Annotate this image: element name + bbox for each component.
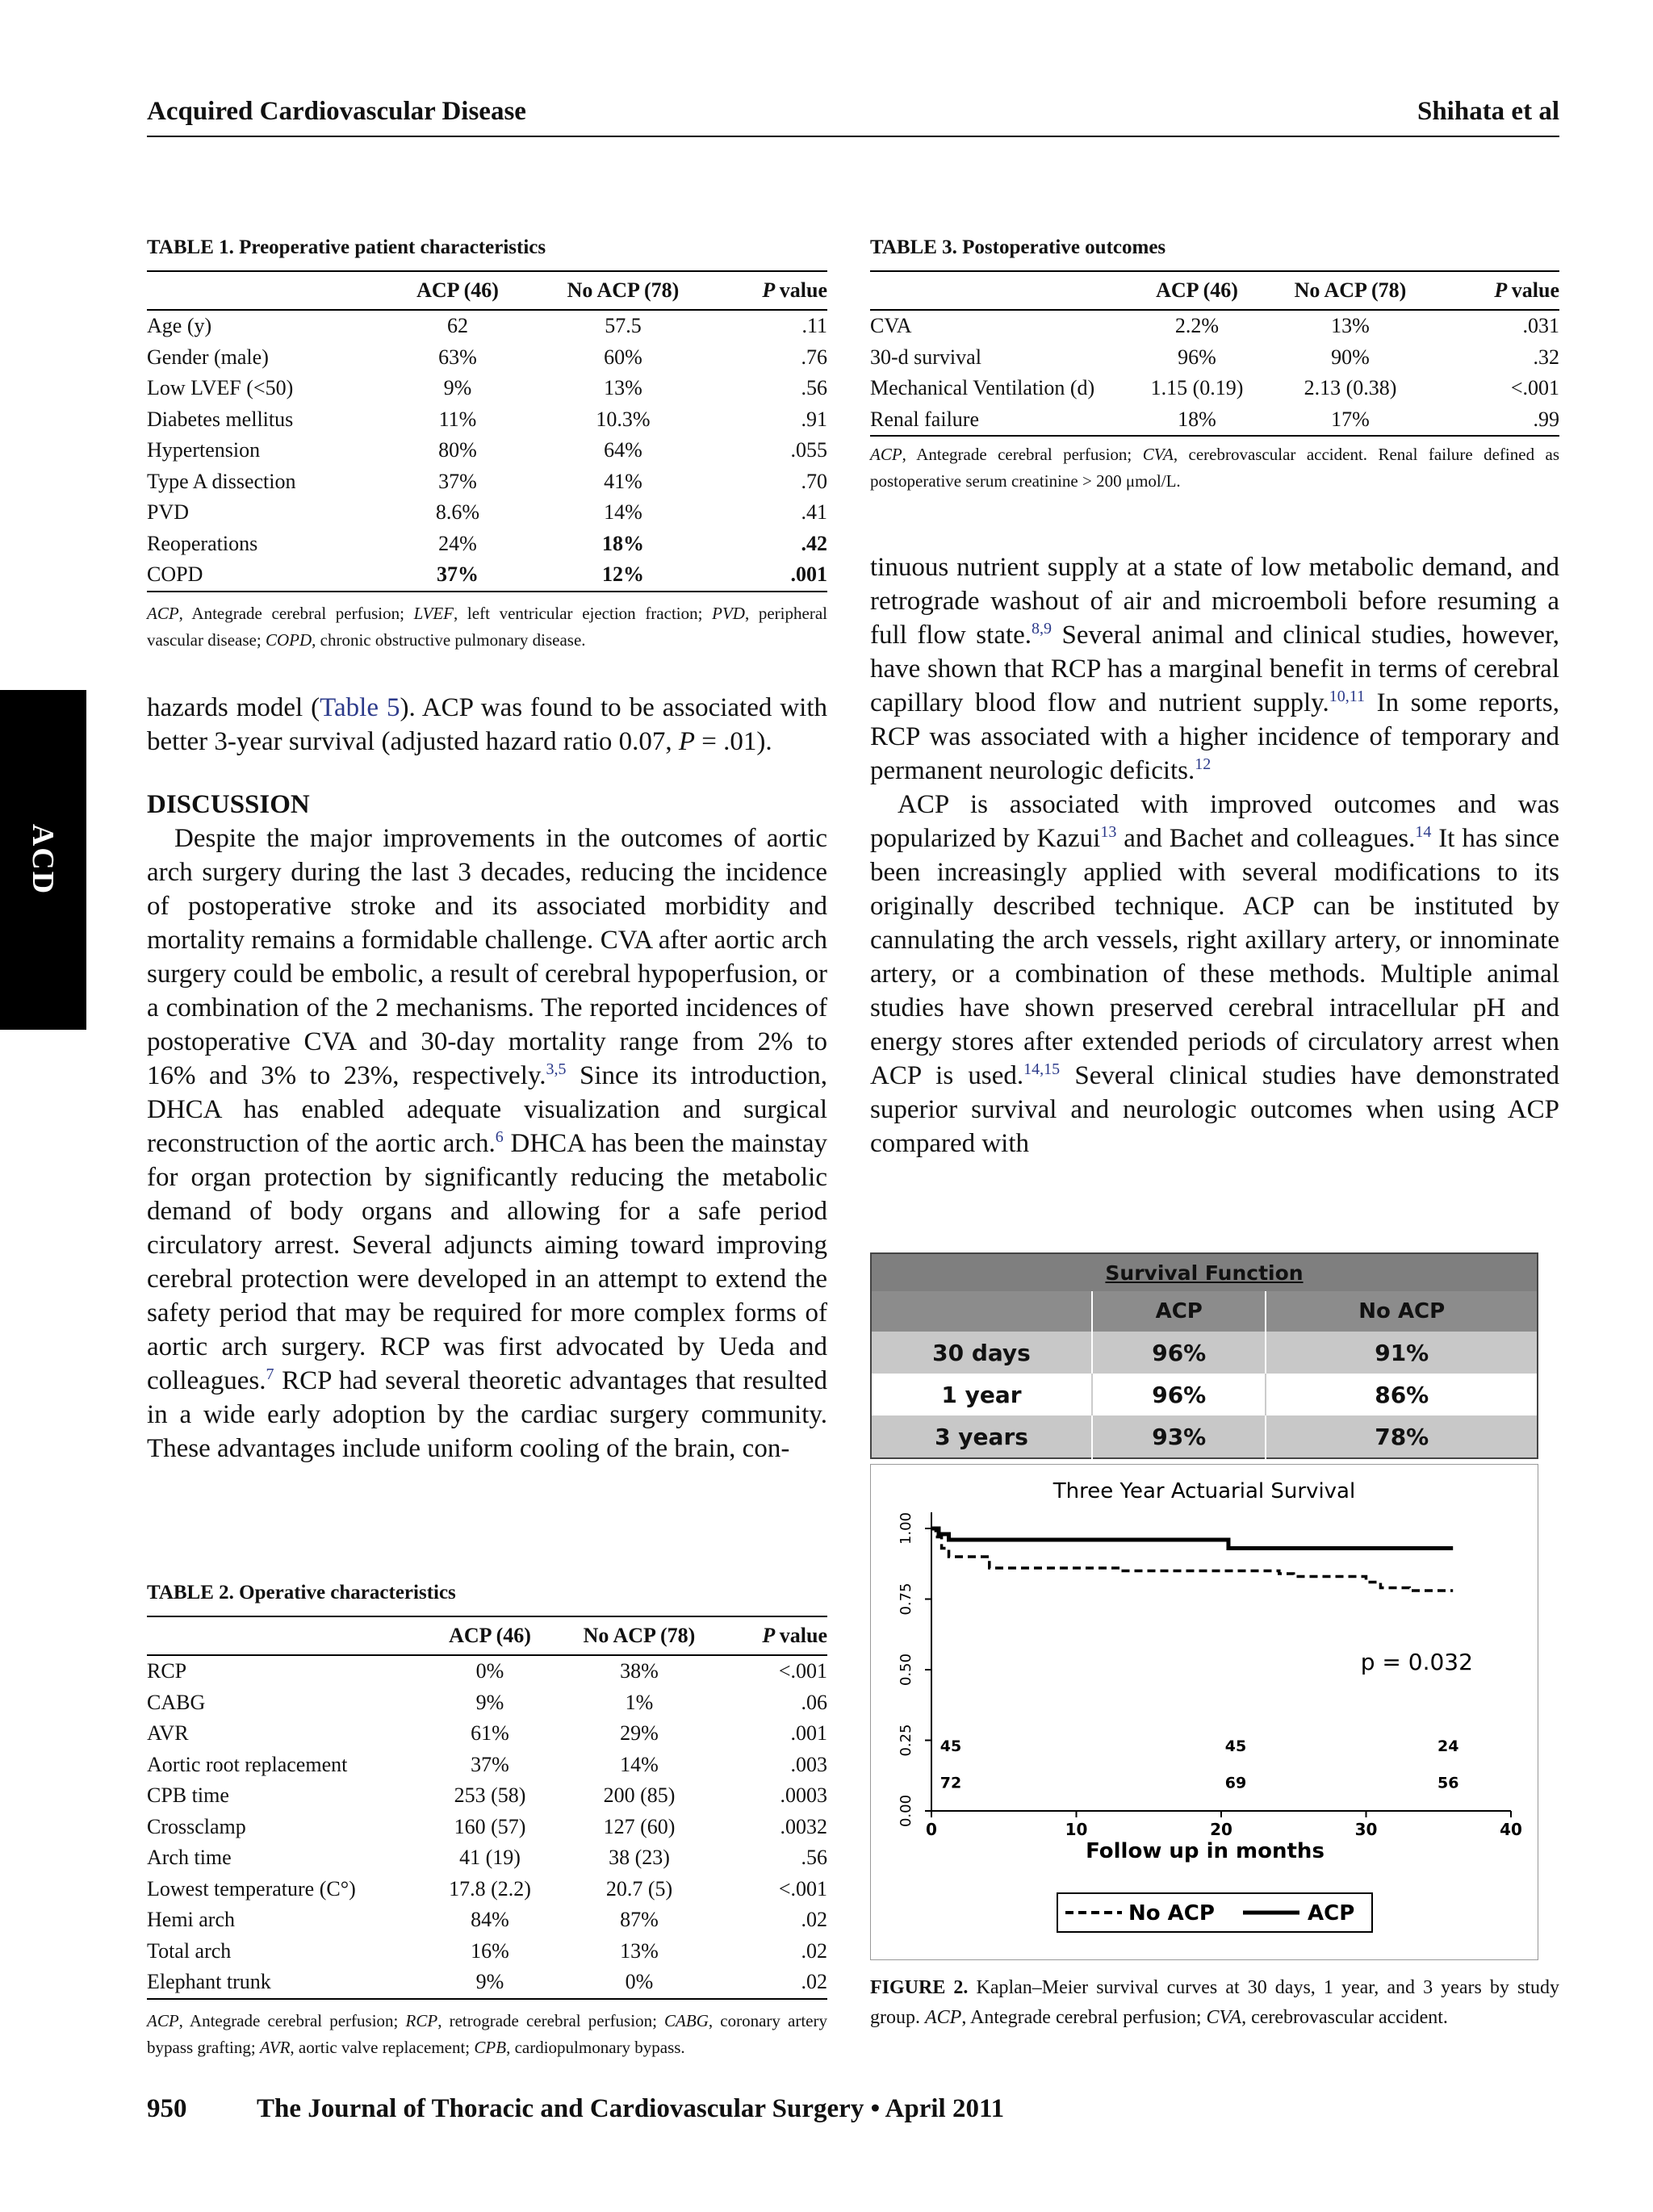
table2-fn-def: , aortic valve replacement; — [290, 2038, 475, 2057]
table3-row — [870, 404, 1559, 437]
table2-row — [147, 1655, 827, 1687]
table2-cell-label: AVR — [147, 1721, 189, 1745]
table2-cell: 20.7 (5) — [605, 1876, 673, 1900]
x-tick-label: 40 — [1500, 1820, 1522, 1839]
table1-fn-def: , peripheral vascular disease; — [147, 604, 827, 650]
table1-cell: .055 — [790, 438, 827, 462]
table2-header-pvalue: P value — [762, 1624, 827, 1647]
figure-caption-text: , Antegrade cerebral perfusion; — [961, 2007, 1207, 2028]
hazards-text: ). ACP was found to be associated with better 3-year survival (adjusted hazard ratio 0.07, — [147, 693, 827, 756]
header-rule — [147, 136, 1559, 137]
table1-header-acp: ACP (46) — [416, 278, 499, 302]
survival-cell: 78% — [1266, 1415, 1538, 1458]
table2-row — [147, 1718, 827, 1750]
table1-header-pvalue-word: value — [779, 278, 827, 302]
table1-row — [147, 342, 827, 374]
km-survival-chart — [870, 1464, 1538, 1960]
table3-footnote — [870, 441, 1559, 495]
table1-row — [147, 310, 827, 342]
table1-row — [147, 497, 827, 529]
figure-caption-abbr: CVA — [1206, 2007, 1242, 2028]
table3-header-acp: ACP (46) — [1156, 278, 1238, 302]
x-tick-label: 30 — [1354, 1820, 1378, 1839]
rcp-citation: 8,9 — [1032, 620, 1052, 638]
table2-header-noacp: No ACP (78) — [583, 1624, 696, 1647]
table2-cell: .56 — [801, 1846, 827, 1869]
acp-text: Several clinical studies have demonstrated superior survival and neurologic outcomes when using ACP compared with — [870, 1061, 1559, 1158]
survival-cell: 93% — [1092, 1415, 1266, 1458]
at-risk-acp: 45 — [939, 1737, 962, 1755]
table2-fn-abbr: AVR — [259, 2038, 291, 2057]
hazards-text: = .01). — [695, 727, 772, 756]
table3-cell: .32 — [1533, 345, 1559, 369]
table2-cell: 13% — [620, 1938, 659, 1963]
table1-cell-label: Gender (male) — [147, 345, 269, 369]
acp-text: It has since been increasingly applied with several modifications to its originally described technique. ACP can be instituted by cannulating the arch vessels, right axillary artery, or innominate artery, or a combination of these methods. Multiple animal studies have shown preserved cerebral intracellular pH and energy stores after extended periods of circulatory arrest when ACP is used. — [870, 824, 1560, 1090]
table5-link: Table 5 — [320, 693, 400, 722]
table3 — [870, 270, 1559, 437]
paragraph-acp — [870, 788, 1559, 1160]
figure-2 — [870, 1252, 1538, 1960]
table2-fn-def: , retrograde cerebral perfusion; — [437, 2011, 665, 2030]
discussion-heading: DISCUSSION — [147, 790, 310, 819]
y-tick-label: 0.25 — [898, 1724, 914, 1757]
y-tick-label: 0.50 — [898, 1653, 914, 1687]
table1-cell: 11% — [438, 407, 477, 431]
figure-caption-abbr: ACP — [925, 2007, 962, 2028]
table1-cell: .41 — [801, 500, 827, 524]
table1-cell: 12% — [602, 562, 644, 586]
table1-row — [147, 435, 827, 466]
table3-cell: 90% — [1331, 345, 1370, 369]
discussion-citation: 7 — [266, 1365, 274, 1383]
table3-cell-label: Mechanical Ventilation (d) — [870, 376, 1095, 399]
table1-row — [147, 466, 827, 498]
table1-cell-label: Hypertension — [147, 438, 261, 462]
table2-cell: 41 (19) — [459, 1846, 521, 1869]
table1-cell-label: Low LVEF (<50) — [147, 376, 294, 399]
survival-cell: 86% — [1266, 1374, 1538, 1415]
table3-fn-def: , cerebrovascular accident. Renal failure defined as postoperative serum creatinine > 200 μmol/L. — [870, 445, 1559, 491]
table3-header-row — [870, 271, 1559, 310]
table1-fn-def: , chronic obstructive pulmonary disease. — [312, 630, 586, 650]
table1-cell: .91 — [801, 407, 827, 431]
running-header-right: Shihata et al — [1417, 97, 1559, 126]
table1-header-pvalue: P value — [762, 278, 827, 302]
acp-citation: 14,15 — [1023, 1060, 1061, 1078]
table2-cell: <.001 — [778, 1876, 827, 1900]
running-header-left: Acquired Cardiovascular Disease — [147, 97, 526, 126]
table2-cell: 61% — [471, 1721, 509, 1745]
survival-cell: 91% — [1266, 1332, 1538, 1374]
table2-fn-abbr: CABG — [664, 2011, 709, 2030]
table3-cell-label: CVA — [870, 314, 912, 337]
survival-row-label: 1 year — [871, 1374, 1092, 1415]
table2-row — [147, 1750, 827, 1781]
table2-cell: .02 — [801, 1970, 827, 1993]
table2-header-acp: ACP (46) — [449, 1624, 531, 1647]
table1-cell-label: Type A dissection — [147, 469, 296, 493]
table1-cell-label: Reoperations — [147, 531, 258, 555]
discussion-text: Since its introduction, DHCA has enabled adequate visualization and surgical reconstruction of the aortic arch. — [147, 1061, 827, 1158]
table2-cell-label: Elephant trunk — [147, 1970, 271, 1993]
table3-cell: 13% — [1331, 314, 1370, 337]
table1-cell: .001 — [790, 562, 827, 586]
table2-cell-label: Arch time — [147, 1846, 232, 1869]
table1-row — [147, 404, 827, 436]
table1-cell: 60% — [604, 345, 642, 369]
table1-fn-def: , Antegrade cerebral perfusion; — [178, 604, 414, 623]
paragraph-discussion — [147, 822, 827, 1466]
right-column-text — [870, 550, 1559, 1160]
table3-row — [870, 373, 1559, 404]
at-risk-noacp: 72 — [939, 1774, 962, 1792]
survival-header-blank — [871, 1291, 1092, 1332]
y-tick-label: 0.75 — [898, 1583, 914, 1616]
p-value-annotation: p = 0.032 — [1360, 1649, 1473, 1675]
table1-cell: 18% — [602, 531, 644, 555]
table3-fn-def: , Antegrade cerebral perfusion; — [902, 445, 1143, 464]
table1-header-blank — [147, 271, 389, 310]
figure-caption-text: , cerebrovascular accident. — [1241, 2007, 1448, 2028]
table2-cell: 38 (23) — [609, 1846, 670, 1869]
paragraph-rcp — [870, 550, 1559, 788]
table2 — [147, 1616, 827, 2000]
survival-function-table — [870, 1252, 1538, 1459]
rcp-citation: 10,11 — [1329, 688, 1366, 705]
table2-cell: 37% — [471, 1752, 509, 1776]
table2-fn-abbr: ACP — [147, 2011, 179, 2030]
p-symbol: P — [678, 727, 695, 756]
survival-cell: 96% — [1092, 1374, 1266, 1415]
table3-row — [870, 342, 1559, 374]
table3-cell: <.001 — [1510, 376, 1559, 399]
table2-row — [147, 1905, 827, 1936]
table1-cell: 8.6% — [435, 500, 480, 524]
table2-row — [147, 1780, 827, 1812]
table1-cell-label: COPD — [147, 562, 203, 586]
footer-journal: The Journal of Thoracic and Cardiovascular Surgery • April 2011 — [257, 2094, 1005, 2123]
table2-row — [147, 1812, 827, 1843]
hazards-text: hazards model ( — [147, 693, 320, 722]
acp-citation: 13 — [1100, 823, 1117, 841]
table1-cell: .11 — [801, 314, 827, 337]
table2-fn-def: , cardiopulmonary bypass. — [506, 2038, 685, 2057]
table2-header-blank — [147, 1616, 421, 1655]
table2-fn-abbr: RCP — [405, 2011, 438, 2030]
survival-cell: 96% — [1092, 1332, 1266, 1374]
x-tick-label: 0 — [926, 1820, 937, 1839]
table1-fn-def: , left ventricular ejection fraction; — [454, 604, 713, 623]
table1-header-noacp: No ACP (78) — [567, 278, 680, 302]
table2-cell: 17.8 (2.2) — [449, 1876, 531, 1900]
left-column-text — [147, 691, 827, 1466]
at-risk-noacp: 56 — [1437, 1774, 1459, 1792]
table3-cell-label: 30-d survival — [870, 345, 981, 369]
x-tick-label: 20 — [1210, 1820, 1232, 1839]
survival-row-label: 3 years — [871, 1415, 1092, 1458]
table2-cell: .001 — [790, 1721, 827, 1745]
paragraph-hazards — [147, 691, 827, 759]
legend-label-noacp: No ACP — [1128, 1901, 1215, 1926]
table2-cell: .0003 — [780, 1783, 827, 1807]
footer-page-number: 950 — [147, 2094, 187, 2123]
figure-caption-text: Kaplan–Meier survival curves at 30 days, 1 year, and 3 years by study group. — [870, 1977, 1559, 2028]
table1-fn-abbr: ACP — [147, 604, 179, 623]
table1-cell: 62 — [447, 314, 468, 337]
table2-header-row — [147, 1616, 827, 1655]
table2-cell: 87% — [620, 1908, 659, 1931]
table1-cell: 37% — [438, 469, 477, 493]
table2-cell-label: Lowest temperature (C°) — [147, 1876, 356, 1900]
rcp-text: tinuous nutrient supply at a state of low metabolic demand, and retrograde washout of air and microemboli before resuming a full flow state. — [870, 553, 1559, 650]
at-risk-noacp: 69 — [1224, 1774, 1247, 1792]
table1-cell: 80% — [438, 438, 477, 462]
table2-row — [147, 1687, 827, 1719]
table1-cell: 10.3% — [596, 407, 651, 431]
x-tick-label: 10 — [1065, 1820, 1088, 1839]
y-tick-label: 0.00 — [898, 1794, 914, 1828]
rcp-text: Several animal and clinical studies, however, have shown that RCP has a marginal benefit in terms of cerebral capillary blood flow and nutrient supply. — [870, 621, 1559, 717]
table1-cell: .42 — [801, 531, 827, 555]
table1-cell: 57.5 — [605, 314, 642, 337]
table2-cell: 29% — [620, 1721, 659, 1745]
table1-cell: 14% — [604, 500, 642, 524]
table2-row — [147, 1967, 827, 1999]
table2-caption: TABLE 2. Operative characteristics — [147, 1582, 456, 1604]
table2-cell: 84% — [471, 1908, 509, 1931]
chart-title: Three Year Actuarial Survival — [1052, 1479, 1356, 1503]
x-axis-label: Follow up in months — [1086, 1839, 1324, 1863]
table2-cell: 253 (58) — [454, 1783, 526, 1807]
table2-cell: .06 — [801, 1690, 827, 1714]
table1-row — [147, 559, 827, 592]
table2-cell-label: Hemi arch — [147, 1908, 236, 1931]
table2-cell-label: Crossclamp — [147, 1814, 246, 1838]
legend-label-acp: ACP — [1308, 1901, 1355, 1926]
discussion-text: DHCA has been the mainstay for organ protection by significantly reducing the metabolic demand of body organs and allowing for a safe period circulatory arrest. Several adjuncts aiming toward improving cerebral protection were developed in an attempt to extend the safety period that may be required for more complex forms of aortic arch surgery. RCP was first advocated by Ueda and colleagues. — [147, 1129, 827, 1395]
survival-header-noacp: No ACP — [1266, 1291, 1538, 1332]
table3-caption: TABLE 3. Postoperative outcomes — [870, 236, 1166, 258]
discussion-citation: 3,5 — [546, 1060, 567, 1078]
table1-cell: .56 — [801, 376, 827, 399]
table3-header-pvalue-word: value — [1511, 278, 1559, 302]
survival-header-acp: ACP — [1092, 1291, 1266, 1332]
at-risk-acp: 45 — [1224, 1737, 1247, 1755]
table2-cell-label: Total arch — [147, 1938, 232, 1963]
table2-cell-label: RCP — [147, 1659, 187, 1683]
table2-cell: 16% — [471, 1938, 509, 1963]
table2-fn-def: , coronary artery bypass grafting; — [147, 2011, 827, 2057]
at-risk-acp: 24 — [1437, 1737, 1459, 1755]
table2-cell: 0% — [475, 1659, 504, 1683]
table2-cell: .02 — [801, 1908, 827, 1931]
table3-cell: 2.2% — [1174, 314, 1220, 337]
side-tab-label: ACD — [26, 823, 60, 896]
discussion-text: RCP had several theoretic advantages that resulted in a wide early adoption by the cardiac surgery community. These advantages include uniform cooling of the brain, con- — [147, 1366, 827, 1463]
table2-footnote — [147, 2008, 827, 2061]
table2-cell: 160 (57) — [454, 1814, 526, 1838]
acp-text: and Bachet and colleagues. — [1116, 824, 1416, 853]
table2-cell-label: Aortic root replacement — [147, 1752, 348, 1776]
table2-row — [147, 1936, 827, 1967]
table3-fn-abbr: ACP — [870, 445, 902, 464]
survival-table-title: Survival Function — [871, 1253, 1538, 1291]
rcp-citation: 12 — [1195, 755, 1212, 773]
table3-fn-abbr: CVA — [1142, 445, 1174, 464]
table1-cell: 64% — [604, 438, 642, 462]
table1-cell: 41% — [604, 469, 642, 493]
table2-header-pvalue-word: value — [779, 1624, 827, 1647]
table1-cell: 9% — [443, 376, 472, 399]
table2-cell: 0% — [625, 1970, 654, 1993]
table1-cell: .76 — [801, 345, 827, 369]
table3-cell: 17% — [1331, 407, 1370, 431]
table3-cell: 96% — [1178, 345, 1216, 369]
table1-fn-abbr: LVEF — [413, 604, 454, 623]
acp-citation: 14 — [1415, 823, 1432, 841]
table3-cell: 2.13 (0.38) — [1304, 376, 1397, 399]
table1-row — [147, 529, 827, 560]
y-tick-label: 1.00 — [898, 1512, 914, 1545]
table2-cell-label: CPB time — [147, 1783, 229, 1807]
table2-cell: 1% — [625, 1690, 654, 1714]
rcp-text: In some reports, RCP was associated with a higher incidence of temporary and permanent neurologic deficits. — [870, 688, 1559, 785]
table2-cell: .0032 — [780, 1814, 827, 1838]
survival-row-label: 30 days — [871, 1332, 1092, 1374]
discussion-text: Despite the major improvements in the outcomes of aortic arch surgery during the last 3 decades, reducing the incidence of postoperative stroke and its associated morbidity and mortality remains a formidable challenge. CVA after aortic arch surgery could be embolic, a result of cerebral hypoperfusion, or a combination of the 2 mechanisms. The reported incidences of postoperative CVA and 30-day mortality range from 2% to 16% and 3% to 23%, respectively. — [147, 824, 827, 1090]
section-side-tab — [0, 690, 86, 1030]
table1-fn-abbr: COPD — [265, 630, 312, 650]
table1-cell: 13% — [604, 376, 642, 399]
table2-cell: .02 — [801, 1938, 827, 1963]
table1 — [147, 270, 827, 592]
table1-row — [147, 373, 827, 404]
table2-row — [147, 1874, 827, 1905]
table3-header-pvalue: P value — [1494, 278, 1559, 302]
table1-fn-abbr: PVD — [712, 604, 745, 623]
table3-header-blank — [870, 271, 1136, 310]
table1-cell: 37% — [437, 562, 479, 586]
table2-cell: 9% — [475, 1970, 504, 1993]
table1-cell-label: Diabetes mellitus — [147, 407, 294, 431]
acp-text: ACP is associated with improved outcomes and was popularized by Kazui — [870, 790, 1559, 853]
table1-cell-label: PVD — [147, 500, 190, 524]
table3-cell: 1.15 (0.19) — [1150, 376, 1244, 399]
table2-cell: 38% — [620, 1659, 659, 1683]
table2-fn-abbr: CPB — [474, 2038, 507, 2057]
table2-cell: 127 (60) — [603, 1814, 676, 1838]
table3-cell: .99 — [1533, 407, 1559, 431]
discussion-citation: 6 — [495, 1128, 504, 1146]
table1-caption: TABLE 1. Preoperative patient characteristics — [147, 236, 546, 258]
table1-cell: 63% — [438, 345, 477, 369]
table2-cell: 14% — [620, 1752, 659, 1776]
table2-cell: <.001 — [778, 1659, 827, 1683]
table2-row — [147, 1842, 827, 1874]
table2-cell: 9% — [475, 1690, 504, 1714]
table2-fn-def: , Antegrade cerebral perfusion; — [178, 2011, 406, 2030]
table3-cell-label: Renal failure — [870, 407, 979, 431]
figure-caption — [870, 1973, 1559, 2033]
table3-cell: .031 — [1522, 314, 1559, 337]
table1-cell: .70 — [801, 469, 827, 493]
table1-header-row — [147, 271, 827, 310]
figure-caption-label: FIGURE 2. — [870, 1977, 969, 1998]
table2-cell: .003 — [790, 1752, 827, 1776]
table1-cell: 24% — [438, 531, 477, 555]
table3-row — [870, 310, 1559, 342]
table3-cell: 18% — [1178, 407, 1216, 431]
table3-header-noacp: No ACP (78) — [1294, 278, 1407, 302]
table1-footnote — [147, 600, 827, 654]
table1-cell-label: Age (y) — [147, 314, 212, 337]
table2-cell: 200 (85) — [603, 1783, 676, 1807]
table2-cell-label: CABG — [147, 1690, 206, 1714]
